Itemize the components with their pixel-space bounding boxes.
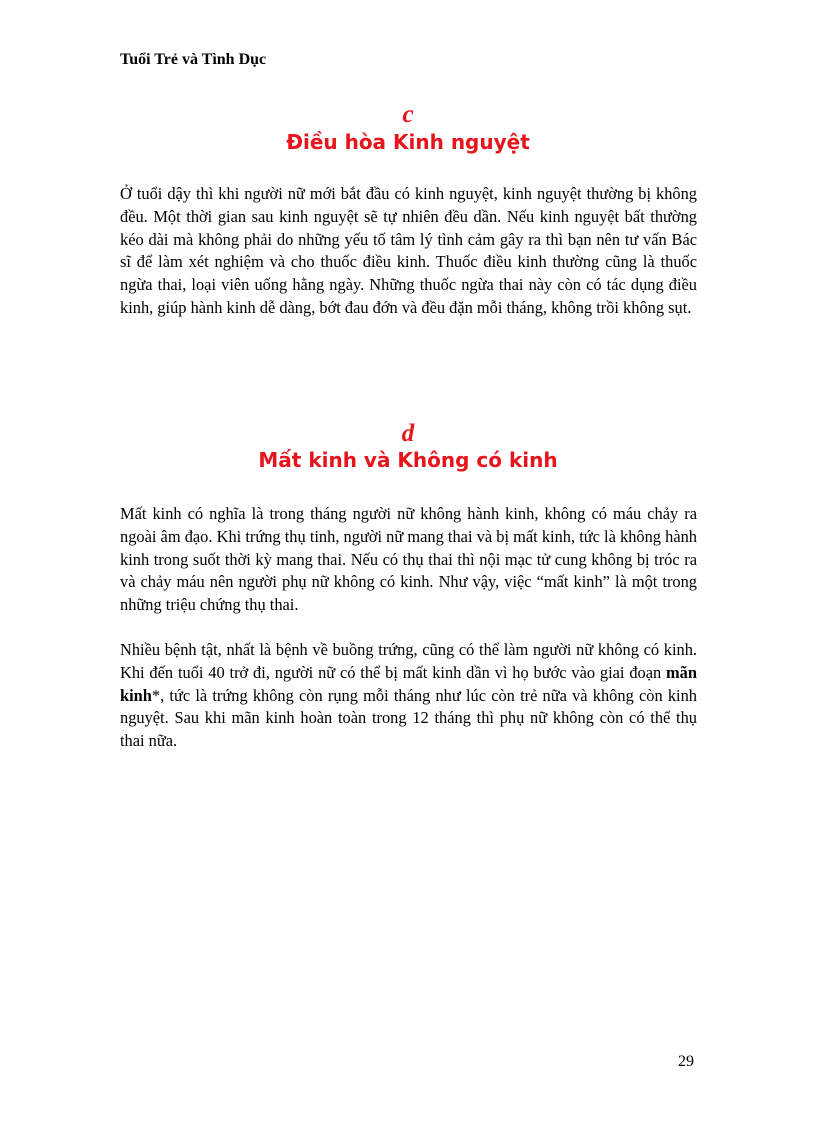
paragraph-text-after: *, tức là trứng không còn rụng mỗi tháng như lúc còn trẻ nữa và không còn kinh nguyệt. Sau khi mãn kinh hoàn toàn trong 12 tháng thì phụ nữ không còn có thể thụ thai nữa. bbox=[120, 685, 697, 751]
paragraph-man-kinh bbox=[120, 639, 697, 753]
page-number: 29 bbox=[678, 1053, 694, 1070]
section-letter-d: d bbox=[401, 420, 415, 447]
section-title-dieu-hoa-kinh-nguyet: Điều hòa Kinh nguyệt bbox=[286, 130, 530, 154]
section-letter-c: c bbox=[402, 101, 414, 128]
section-title-mat-kinh: Mất kinh và Không có kinh bbox=[258, 448, 558, 472]
running-header: Tuổi Trẻ và Tình Dục bbox=[120, 51, 267, 68]
paragraph-dieu-hoa: Ở tuổi dậy thì khi người nữ mới bắt đầu có kinh nguyệt, kinh nguyệt thường bị không đều. Một thời gian sau kinh nguyệt sẽ tự nhiên đều dần. Nếu kinh nguyệt bất thường kéo dài mà không phải do những yếu tố tâm lý tình cảm gây ra thì bạn nên tư vấn Bác sĩ để làm xét nghiệm và cho thuốc điều kinh. Thuốc điều kinh thường cũng là thuốc ngừa thai, loại viên uống hằng ngày. Những thuốc ngừa thai này còn có tác dụng điều kinh, giúp hành kinh dễ dàng, bớt đau đớn và đều đặn mỗi tháng, không trồi không sụt. bbox=[120, 184, 697, 317]
term-man-kinh: mãn kinh bbox=[120, 662, 697, 705]
paragraph-text-before: Nhiều bệnh tật, nhất là bệnh về buồng trứng, cũng có thể làm người nữ không có kinh. Khi đến tuổi 40 trở đi, người nữ có thể bị mất kinh dần vì họ bước vào giai đoạn bbox=[120, 640, 697, 682]
paragraph-mat-kinh: Mất kinh có nghĩa là trong tháng người nữ không hành kinh, không có máu chảy ra ngoài âm đạo. Khi trứng thụ tinh, người nữ mang thai và bị mất kinh, tức là không hành kinh trong suốt thời kỳ mang thai. Nếu có thụ thai thì nội mạc tử cung không bị tróc ra và chảy máu nên người phụ nữ không có kinh. Như vậy, việc “mất kinh” là một trong những triệu chứng thụ thai. bbox=[120, 504, 697, 615]
